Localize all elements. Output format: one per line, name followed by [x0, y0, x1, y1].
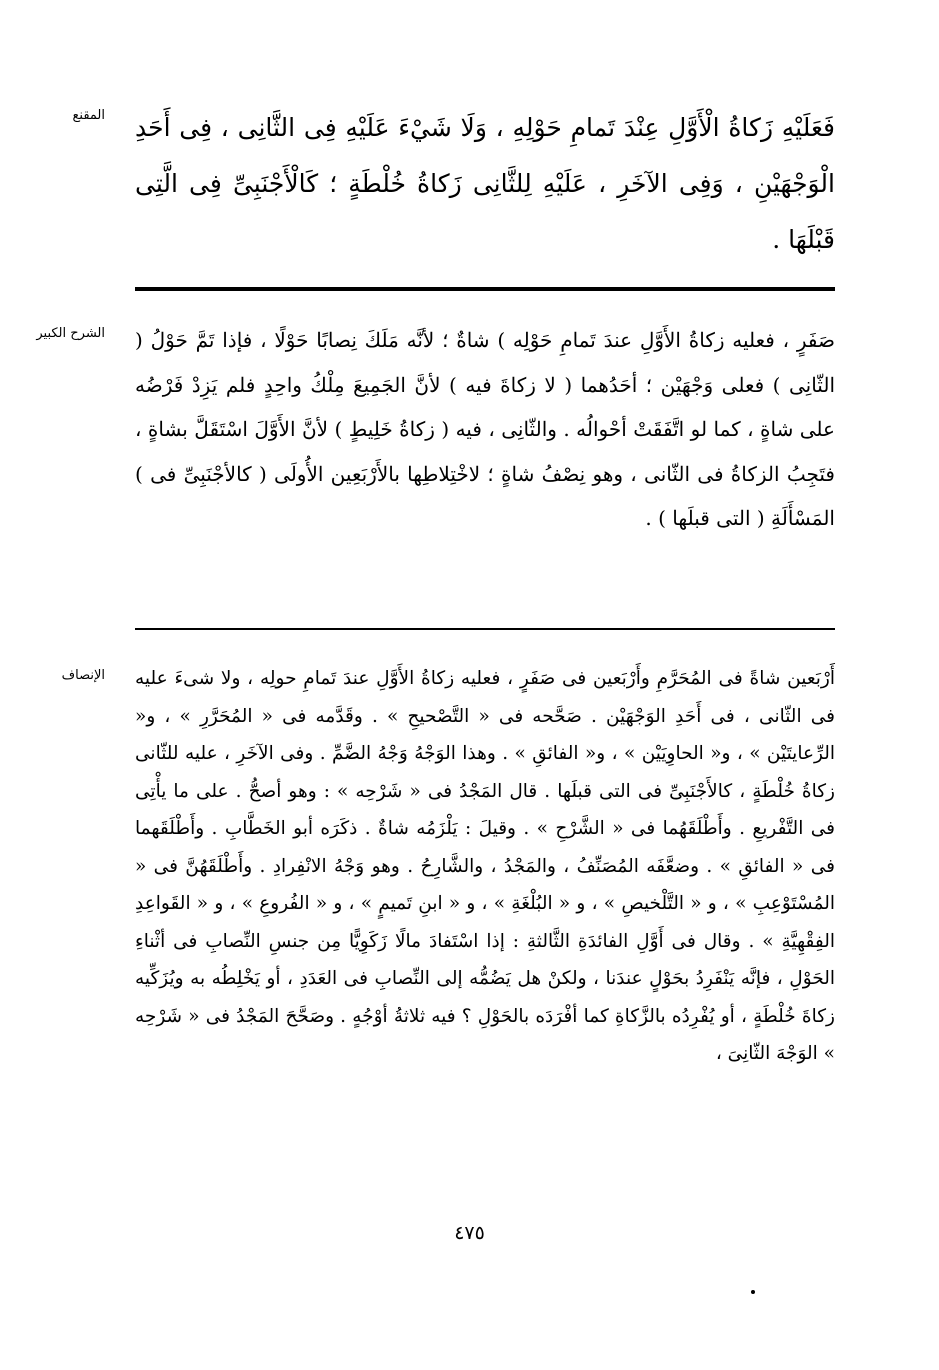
print-speck	[751, 1290, 755, 1294]
insaf-label: الإنصاف	[61, 668, 105, 683]
sharh-paragraph: صَفَرٍ ، فعليه زكاةُ الأَوَّلِ عندَ تَمامِ حَوْلِه ) شاةٌ ؛ لأنَّه مَلَكَ نِصابًا حَوْلًا ، فإذا تَمَّ حَوْلُ ( الثّانِى ) فعلى وَجْهَيْن ؛ أحَدُهما ( لا زكاةَ فيه ) لأنَّ الجَمِيعَ مِلْكُ واحِدٍ فلم يَزِدْ فَرْضُه على شاةٍ ، كما لو اتَّفَقَتْ أحْوالُه . والثّانِى ، فيه ( زكاةُ خَلِيطٍ ) لأنَّ الأَوَّلَ اسْتَقَلَّ بشاةٍ ، فتَجِبُ الزكاةُ فى الثّانى ، وهو نِصْفُ شاةٍ ؛ لاخْتِلاطِها بالأَرْبَعِين الأُولَى ( كالأجْنَبِىِّ فى ) المَسْأَلَةِ ( التى قبلَها ) .	[135, 328, 835, 530]
sharh-separator	[135, 628, 835, 630]
muqni-label: المقنع	[72, 108, 105, 123]
sharh-text	[135, 318, 835, 541]
muqni-text	[135, 100, 835, 268]
insaf-paragraph: أَرْبَعين شاةً فى المُحَرَّمِ وأَرْبَعين فى صَفَرٍ ، فعليه زكاةُ الأَوَّلِ عندَ تَمامِ حولِه ، ولا شىءَ عليه فى الثّانى ، فى أَحَدِ الوَجْهَيْن . صَحَّحه فى « التَّصْحيحِ » . وقَدَّمه فى « المُحَرَّرِ » ، و« الرِّعايتَيْن » ، و« الحاوِيَيْن » ، و« الفائقِ » . وهذا الوَجْهُ وَجْهُ الضَّمِّ . وفى الآخَرِ ، عليه للثّانى زكاةُ خُلْطَةٍ ، كالأَجْنَبِىِّ فى التى قبلَها . قال المَجْدُ فى « شَرْحِه » : وهو أصحُّ . على ما يأْتِى فى التَّفْريعِ . وأَطْلَقَهُما فى « الشَّرْحِ » . وقيلَ : يَلْزَمُه شاةٌ . ذكَرَه أبو الخَطَّابِ . وأَطْلَقَهما فى « الفائقِ » . وضعَّفَه المُصَنِّفُ ، والمَجْدُ ، والشَّارِحُ . وهو وَجْهُ الانْفِرادِ . وأَطْلَقَهُنَّ فى « المُسْتَوْعِبِ » ، و « التَّلْخيصِ » ، و « البُلْغَةِ » ، و « ابنِ تَميمٍ » ، و « الفُروعِ » ، و « القَواعِدِ الفِقْهِيَّةِ » . وقال فى أَوَّلِ الفائدَةِ الثَّالثةِ : إذا اسْتَفادَ مالًا زَكَوِيًّا مِن جنسِ النِّصابِ فى أثْناءِ الحَوْلِ ، فإنَّه يَنْفَرِدُ بحَوْلٍ عندَنا ، ولكنْ هل يَضُمُّه إلى النِّصابِ فى العَدَدِ ، أو يَخْلِطُه به ويُزَكِّيه زكاةَ خُلْطَةٍ ، أو يُفْرِدُه بالزَّكاةِ كما أفْرَدَه بالحَوْلِ ؟ فيه ثلاثةُ أوْجُهٍ . وصَحَّحَ المَجْدُ فى « شَرْحِه » الوَجْهَ الثّانِىَ ،	[135, 668, 835, 1064]
muqni-paragraph: فَعَلَيْهِ زَكاةُ الْأَوَّلِ عِنْدَ تَمامِ حَوْلِهِ ، وَلَا شَيْءَ عَلَيْهِ فِى الثَّانِى ، فِى أَحَدِ الْوَجْهَيْنِ ، وَفِى الآخَرِ ، عَلَيْهِ لِلثَّانِى زَكاةُ خُلْطَةٍ ؛ كَالْأَجْنَبِىِّ فِى الَّتِى قَبْلَهَا .	[135, 113, 835, 254]
sharh-label: الشرح الكبير	[36, 326, 105, 341]
insaf-text	[135, 660, 835, 1073]
page-number: ٤٧٥	[454, 1222, 485, 1244]
muqni-separator	[135, 287, 835, 291]
